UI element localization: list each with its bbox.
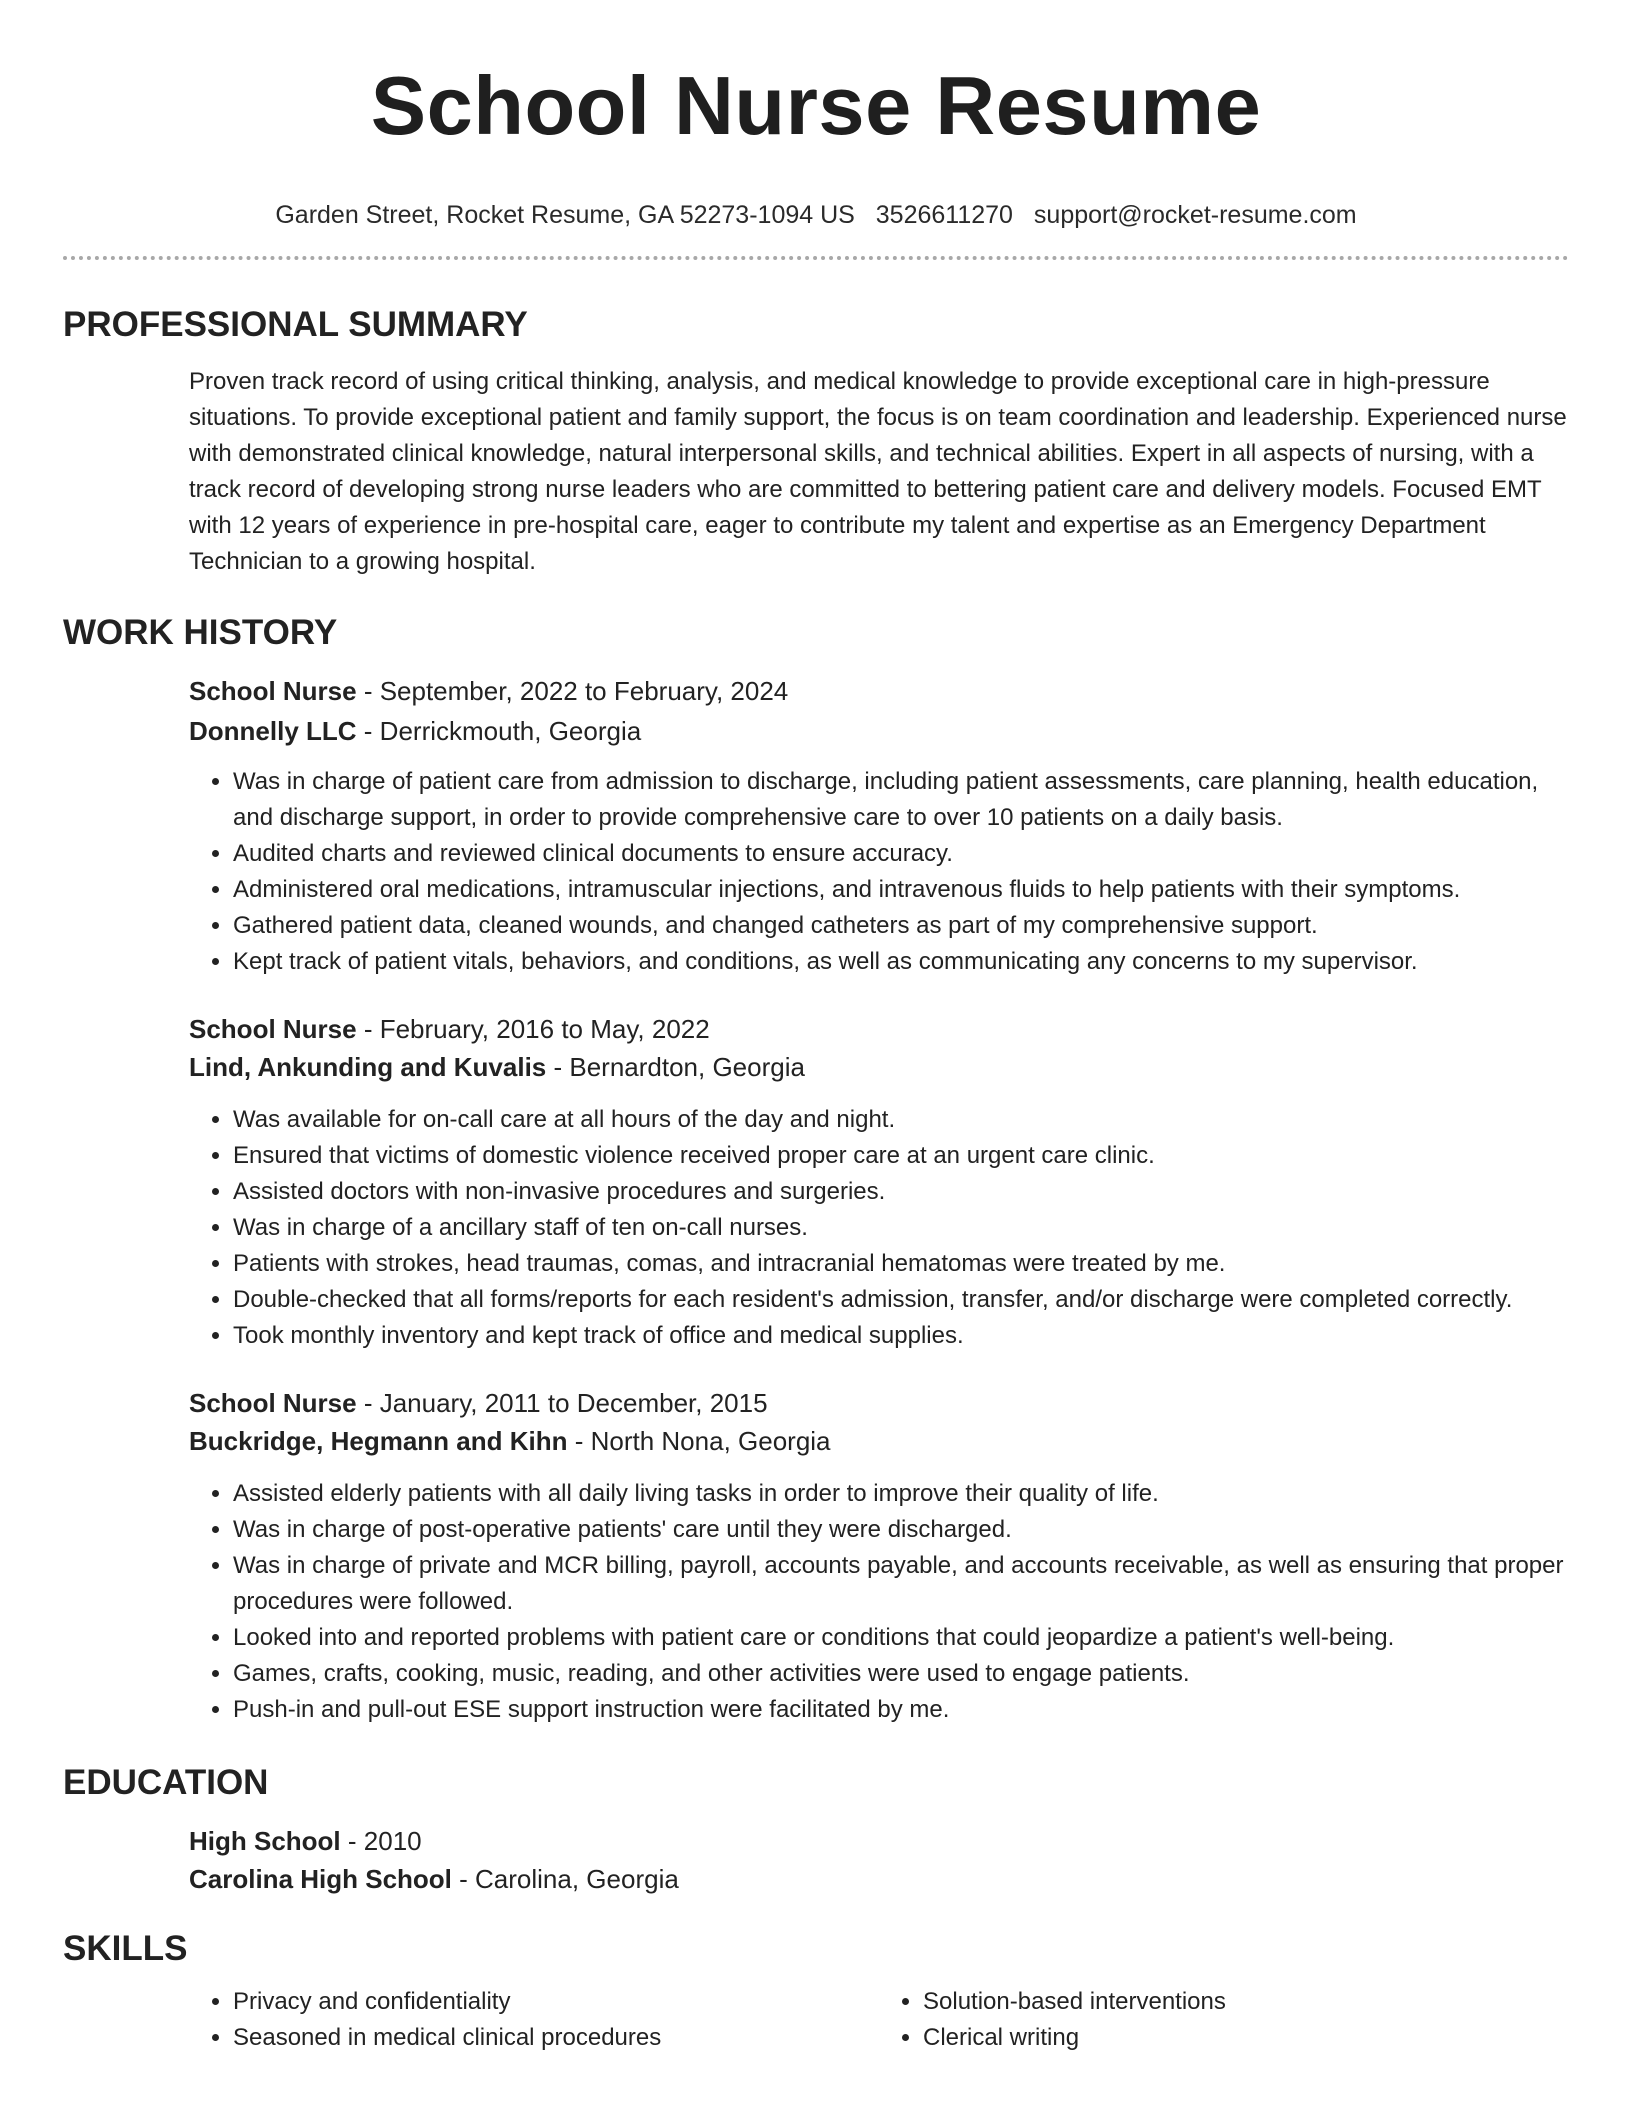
education-degree-line xyxy=(189,1822,1569,1860)
job-bullet: • Was in charge of patient care from admission to discharge, including patient assessments, care planning, health education, and discharge support, in order to provide comprehensive care to over 10 patients on a daily basis. xyxy=(233,764,1569,836)
job-bullet: • Push-in and pull-out ESE support instruction were facilitated by me. xyxy=(233,1692,1569,1728)
job-bullet: • Was in charge of a ancillary staff of ten on-call nurses. xyxy=(233,1210,1569,1246)
skills-columns xyxy=(63,1984,1569,2056)
job-dates: - September, 2022 to February, 2024 xyxy=(356,676,789,706)
job-bullet: • Looked into and reported problems with patient care or conditions that could jeopardize a patient's well-being. xyxy=(233,1620,1569,1656)
job-bullet: • Audited charts and reviewed clinical documents to ensure accuracy. xyxy=(233,836,1569,872)
job-company: Donnelly LLC xyxy=(189,716,357,746)
summary-heading: PROFESSIONAL SUMMARY xyxy=(63,305,528,344)
job-title: School Nurse xyxy=(189,676,357,706)
contact-phone: 3526611270 xyxy=(875,201,1013,229)
job-dates: - January, 2011 to December, 2015 xyxy=(356,1388,768,1418)
job-bullet: • Gathered patient data, cleaned wounds, and changed catheters as part of my comprehensive support. xyxy=(233,908,1569,944)
job-location: - Bernardton, Georgia xyxy=(546,1052,805,1082)
skills-list-right xyxy=(879,1984,1569,2056)
job-bullet: • Games, crafts, cooking, music, reading, and other activities were used to engage patients. xyxy=(233,1656,1569,1692)
job-company-line xyxy=(189,712,1569,750)
job-location: - North Nona, Georgia xyxy=(567,1426,831,1456)
job-entry xyxy=(63,672,1569,980)
job-company-line xyxy=(189,1048,1569,1086)
skill-item: • Privacy and confidentiality xyxy=(233,1984,879,2020)
skills-heading: SKILLS xyxy=(63,1929,188,1968)
contact-address: Garden Street, Rocket Resume, GA 52273-1094 US xyxy=(275,201,855,229)
job-title-line xyxy=(189,1010,1569,1048)
job-bullet: • Was in charge of private and MCR billing, payroll, accounts payable, and accounts receivable, as well as ensuring that proper procedures were followed. xyxy=(233,1548,1569,1620)
work-history-heading: WORK HISTORY xyxy=(63,613,338,652)
job-bullet: • Patients with strokes, head traumas, comas, and intracranial hematomas were treated by me. xyxy=(233,1246,1569,1282)
contact-line xyxy=(63,200,1569,230)
skill-item: • Solution-based interventions xyxy=(923,1984,1569,2020)
contact-email: support@rocket-resume.com xyxy=(1033,201,1357,229)
education-entry xyxy=(63,1822,1569,1898)
education-school: Carolina High School xyxy=(189,1864,452,1894)
job-bullet: • Was in charge of post-operative patients' care until they were discharged. xyxy=(233,1512,1569,1548)
job-title: School Nurse xyxy=(189,1388,357,1418)
education-heading: EDUCATION xyxy=(63,1763,269,1802)
job-bullet: • Took monthly inventory and kept track of office and medical supplies. xyxy=(233,1318,1569,1354)
job-bullet: • Assisted doctors with non-invasive procedures and surgeries. xyxy=(233,1174,1569,1210)
job-bullets xyxy=(189,1102,1569,1354)
job-bullet: • Double-checked that all forms/reports for each resident's admission, transfer, and/or discharge were completed correctly. xyxy=(233,1282,1569,1318)
job-bullets xyxy=(189,764,1569,980)
job-company: Lind, Ankunding and Kuvalis xyxy=(189,1052,547,1082)
job-company-line xyxy=(189,1422,1569,1460)
job-entry xyxy=(63,1010,1569,1354)
job-bullet: • Assisted elderly patients with all daily living tasks in order to improve their quality of life. xyxy=(233,1476,1569,1512)
education-degree: High School xyxy=(189,1826,341,1856)
job-bullets xyxy=(189,1476,1569,1728)
job-location: - Derrickmouth, Georgia xyxy=(356,716,642,746)
education-location: - Carolina, Georgia xyxy=(451,1864,679,1894)
job-bullet: • Ensured that victims of domestic violence received proper care at an urgent care clinic. xyxy=(233,1138,1569,1174)
job-bullet: • Kept track of patient vitals, behaviors, and conditions, as well as communicating any concerns to my supervisor. xyxy=(233,944,1569,980)
skill-item: • Clerical writing xyxy=(923,2020,1569,2056)
header-divider xyxy=(63,256,1569,260)
education-school-line xyxy=(189,1860,1569,1898)
job-company: Buckridge, Hegmann and Kihn xyxy=(189,1426,568,1456)
job-title: School Nurse xyxy=(189,1014,357,1044)
skills-list-left xyxy=(189,1984,879,2056)
job-entry xyxy=(63,1384,1569,1728)
resume-title: School Nurse Resume xyxy=(370,59,1262,152)
job-bullet: • Administered oral medications, intramuscular injections, and intravenous fluids to help patients with their symptoms. xyxy=(233,872,1569,908)
job-title-line xyxy=(189,1384,1569,1422)
summary-text: Proven track record of using critical thinking, analysis, and medical knowledge to provide exceptional care in high-pressure situations. To provide exceptional patient and family support, the focus is on team coordination and leadership. Experienced nurse with demonstrated clinical knowledge, natural interpersonal skills, and technical abilities. Expert in all aspects of nursing, with a track record of developing strong nurse leaders who are committed to bettering patient care and delivery models. Focused EMT with 12 years of experience in pre-hospital care, eager to contribute my talent and expertise as an Emergency Department Technician to a growing hospital. xyxy=(189,368,1567,575)
job-bullet: • Was available for on-call care at all hours of the day and night. xyxy=(233,1102,1569,1138)
skill-item: • Seasoned in medical clinical procedures xyxy=(233,2020,879,2056)
job-dates: - February, 2016 to May, 2022 xyxy=(356,1014,710,1044)
job-title-line xyxy=(189,672,1569,710)
education-year: - 2010 xyxy=(340,1826,422,1856)
